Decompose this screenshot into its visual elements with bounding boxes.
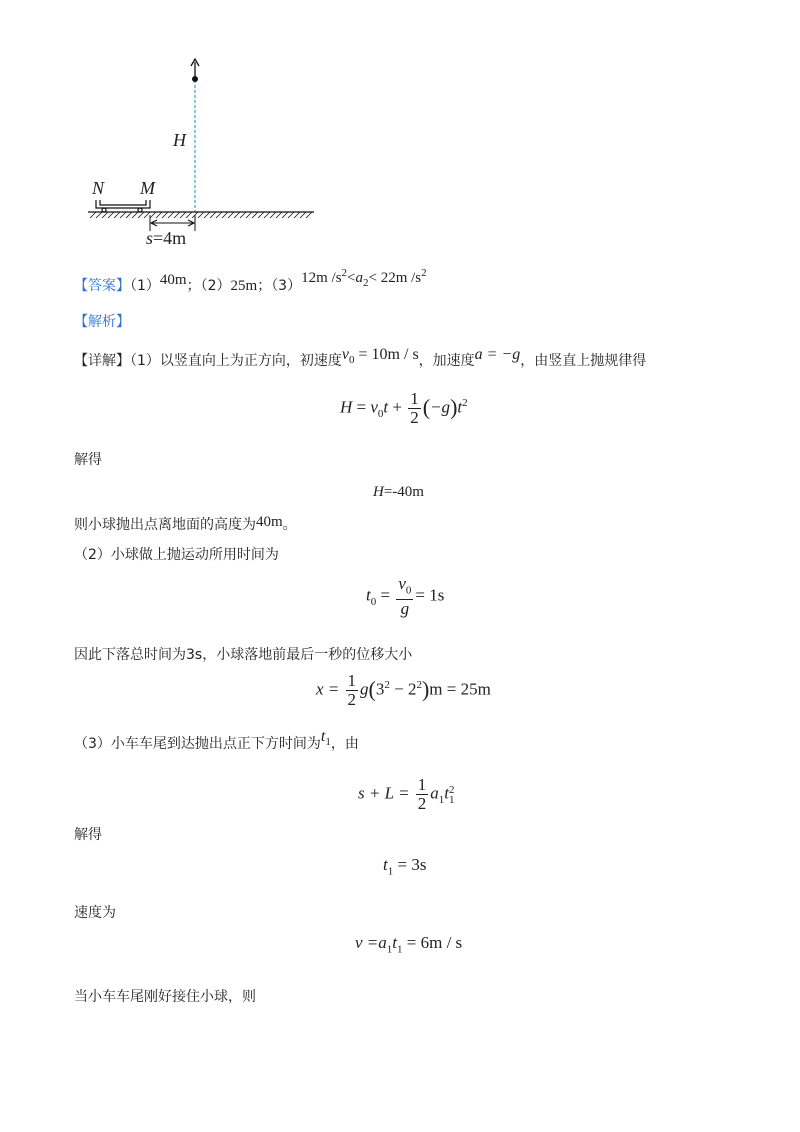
equation-7: $v =a_1t_1 = 6m / s$	[355, 933, 463, 956]
answer-part3-range: 12m $/s^2<a_2< 22m$ $/s^2$	[301, 267, 427, 289]
fall-line: 因此下落总时间为3s，小球落地前最后一秒的位移大小	[74, 647, 413, 663]
answer-line: 【答案】（1）40m；（2）25m；（3）12m $/s^2<a_2< 22m$ $/s^2$	[74, 267, 427, 294]
height-line: 则小球抛出点离地面的高度为40m。	[74, 514, 297, 533]
projectile-diagram	[80, 55, 320, 250]
part-3-line: （3）小车车尾到达抛出点正下方时间为$t_1$，由	[74, 728, 359, 752]
answer-tag: 【答案】	[74, 278, 130, 294]
ground-hatching	[90, 212, 312, 218]
label-N: N	[92, 178, 105, 198]
analysis-tag: 【解析】	[74, 314, 130, 330]
equation-3: $t_0$ = $\frac{v_0}{g}$ = 1s	[366, 574, 445, 619]
cart-shape	[96, 200, 150, 212]
label-M: M	[140, 178, 155, 198]
equation-4: x = $\frac{1}{2}$ $g(3^2 - 2^2)m = 25m$	[316, 671, 491, 709]
equation-1: $H = v_0t$ + $\frac{1}{2}$ $(-g)t^2$	[340, 389, 468, 427]
solve-2: 解得	[74, 827, 102, 843]
label-s: s=4m	[146, 228, 187, 248]
label-H: H	[173, 130, 186, 150]
last-line: 当小车车尾刚好接住小球，则	[74, 989, 256, 1005]
equation-5: s + L = $\frac{1}{2}$ $a_1t$ 2 1	[358, 775, 455, 813]
part-2-line: （2）小球做上抛运动所用时间为	[74, 547, 279, 563]
detail-line: 【详解】（1）以竖直向上为正方向，初速度$v_0 = 10m / s$，加速度a = −g，由竖直上抛规律得	[74, 346, 647, 369]
solve-1: 解得	[74, 452, 102, 468]
equation-6: $t_1 = 3s$	[383, 855, 427, 878]
equation-2: H=-40m	[373, 484, 424, 500]
detail-tag: 【详解】	[74, 353, 130, 369]
speed-label: 速度为	[74, 905, 116, 921]
